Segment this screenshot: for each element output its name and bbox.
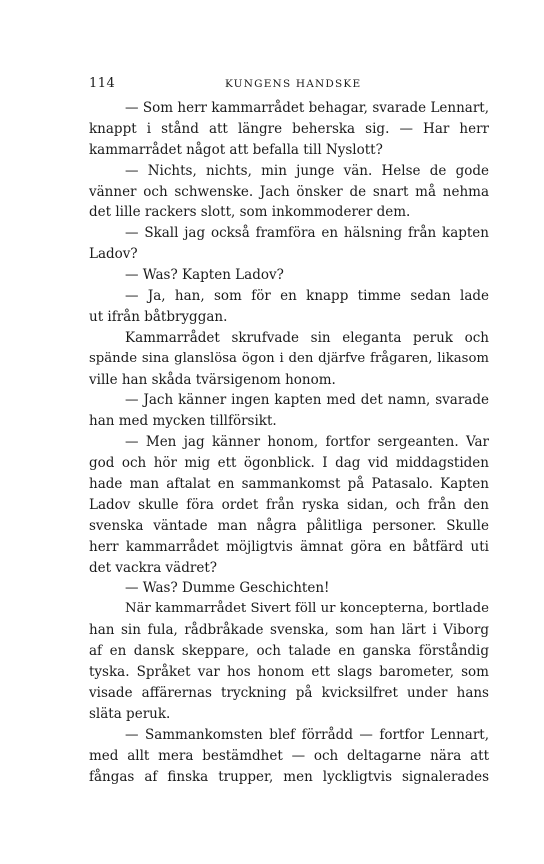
text-line: herr kammarrådet möjligtvis ämnat göra en båtfärd uti <box>89 538 489 555</box>
text-line: — Skall jag också framföra en hälsning från kapten <box>125 225 489 242</box>
text-line: — Was? Dumme Geschichten! <box>125 580 330 597</box>
text-line: — Som herr kammarrådet behagar, svarade Lennart, <box>125 100 489 116</box>
text-line: Ladov? <box>89 246 138 263</box>
text-line: — Men jag känner honom, fortfor sergeanten. Var <box>125 434 489 451</box>
running-head: KUNGENS HANDSKE <box>225 78 362 90</box>
text-line: kammarrådet något att befalla till Nyslott? <box>89 141 383 158</box>
text-line: — Nichts, nichts, min junge vän. Helse de gode <box>125 162 489 179</box>
text-line: det lille rackers slott, som inkommoderer dem. <box>89 204 411 221</box>
text-line: tyska. Språket var hos honom ett slags barometer, som <box>89 664 489 681</box>
page-number: 114 <box>89 76 116 91</box>
text-line: Ladov skulle föra ordet från ryska sidan, och från den <box>89 496 489 513</box>
text-line: — Ja, han, som för en knapp timme sedan lade <box>125 288 489 305</box>
text-line: fångas af finska trupper, men lyckligtvis signalerades <box>89 768 489 785</box>
book-page <box>89 70 489 787</box>
text-line: han sin fula, rådbråkade svenska, som han lärt i Viborg <box>89 622 489 639</box>
text-line: vänner och schwenske. Jach önsker de snart må nehma <box>89 183 489 200</box>
text-line: hade man aftalat en sammankomst på Patasalo. Kapten <box>89 476 489 493</box>
text-line: han med mycken tillförsikt. <box>89 413 277 430</box>
text-line: af en dansk skeppare, och talade en ganska förståndig <box>89 643 489 660</box>
text-line: — Jach känner ingen kapten med det namn, svarade <box>125 392 489 409</box>
text-line: När kammarrådet Sivert föll ur koncepterna, bortlade <box>125 601 489 617</box>
text-line: visade affärernas tryckning på kvicksilfret under hans <box>89 684 489 701</box>
text-line: ut ifrån båtbryggan. <box>89 308 228 325</box>
text-line: knappt i stånd att längre beherska sig. — Har herr <box>89 120 489 137</box>
text-line: — Was? Kapten Ladov? <box>125 267 284 284</box>
text-line: med allt mera bestämdhet — och deltagarne nära att <box>89 747 489 764</box>
text-line: ville han skåda tvärsigenom honom. <box>89 371 336 388</box>
text-line: — Sammankomsten blef förrådd — fortfor Lennart, <box>125 726 489 743</box>
text-line: spände sina glanslösa ögon i den djärfve frågaren, likasom <box>89 350 489 366</box>
text-line: det vackra vädret? <box>89 559 217 576</box>
text-line: svenska väntade man några pålitliga personer. Skulle <box>89 517 489 534</box>
text-line: Kammarrådet skrufvade sin eleganta peruk och <box>125 329 489 346</box>
body-text <box>89 98 489 787</box>
text-line: god och hör mig ett ögonblick. I dag vid middagstiden <box>89 455 489 472</box>
page-header <box>89 70 489 98</box>
text-line: släta peruk. <box>89 705 171 722</box>
